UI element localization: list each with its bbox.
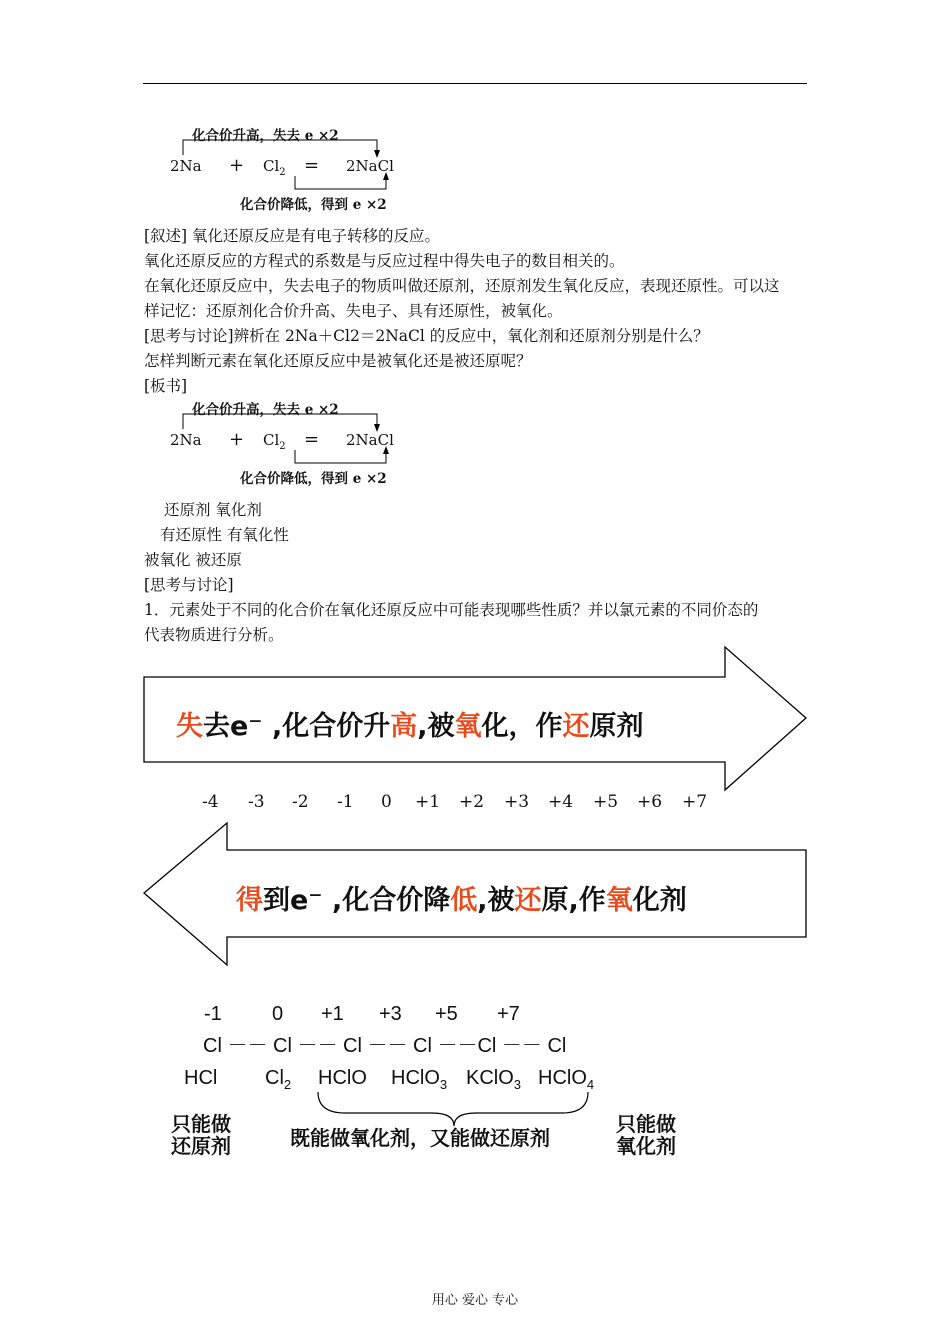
- only-reducing-label: 只能做 还原剂: [171, 1112, 231, 1158]
- oxidation-state: +3: [379, 1003, 402, 1025]
- valence-value: +5: [593, 792, 619, 812]
- valence-value: -1: [337, 792, 354, 812]
- valence-value: +2: [459, 792, 485, 812]
- reactant-sodium: 2Na: [170, 157, 202, 175]
- roles-line: 还原剂 氧化剂: [164, 501, 262, 519]
- oxidation-state: +1: [321, 1003, 344, 1025]
- oxidation-state: -1: [204, 1003, 222, 1025]
- compound-chlorine: $Cl_2$: [265, 1067, 292, 1092]
- valence-value: -2: [292, 792, 309, 812]
- coefficient-paragraph: 氧化还原反应的方程式的系数是与反应过程中得失电子的数目相关的。: [144, 252, 625, 270]
- both-roles-label: 既能做氧化剂，又能做还原剂: [290, 1126, 550, 1150]
- compound-hypochlorous-acid: HClO: [318, 1067, 367, 1089]
- reducing-agent-paragraph-1: 在氧化还原反应中，失去电子的物质叫做还原剂，还原剂发生氧化反应，表现还原性。可以这: [144, 277, 780, 295]
- valence-value: +4: [548, 792, 574, 812]
- reducing-agent-paragraph-2: 样记忆：还原剂化合价升高、失电子、具有还原性，被氧化。: [144, 302, 563, 320]
- oxidation-state: 0: [272, 1003, 284, 1025]
- left-arrow-text: 得到e⁻ ,化合价降低,被还原,作氧化剂: [236, 885, 687, 916]
- valence-value: +1: [415, 792, 441, 812]
- chlorine-chain: Cl －－ Cl －－ Cl －－ Cl －－Cl －－ Cl: [203, 1035, 567, 1057]
- properties-line: 有还原性 有氧化性: [160, 526, 289, 544]
- reactant-sodium: 2Na: [170, 431, 202, 449]
- only-oxidizing-label: 只能做 氧化剂: [616, 1112, 676, 1158]
- process-line: 被氧化 被还原: [144, 551, 242, 569]
- plus-sign: +: [229, 155, 245, 176]
- valence-value: 0: [381, 792, 392, 812]
- equation-bottom-label: 化合价降低，得到 e ×2: [240, 197, 387, 213]
- compound-chloric-acid: HClO$_3$: [391, 1067, 448, 1092]
- narration-paragraph: [叙述] 氧化还原反应是有电子转移的反应。: [144, 227, 441, 245]
- product-sodium-chloride: 2NaCl: [346, 157, 394, 175]
- oxidation-state: +7: [497, 1003, 520, 1025]
- discussion-question: [思考与讨论]辨析在 2Na＋Cl2＝2NaCl 的反应中，氧化剂和还原剂分别是什么？: [144, 327, 709, 345]
- equals-sign: =: [304, 155, 320, 176]
- judgement-question: 怎样判断元素在氧化还原反应中是被氧化还是被还原呢？: [144, 352, 532, 370]
- page-footer: 用心 爱心 专心: [431, 1293, 519, 1308]
- oxidation-state: +5: [435, 1003, 458, 1025]
- reactant-chlorine: $Cl_2$: [263, 431, 286, 452]
- valence-value: +7: [682, 792, 708, 812]
- discussion-heading: [思考与讨论]: [144, 576, 234, 594]
- compound-perchloric-acid: HClO$_4$: [538, 1067, 595, 1092]
- equals-sign: =: [304, 429, 320, 450]
- question-1-line-1: 1．元素处于不同的化合价在氧化还原反应中可能表现哪些性质？并以氯元素的不同价态的: [144, 601, 759, 619]
- product-sodium-chloride: 2NaCl: [346, 431, 394, 449]
- valence-value: -4: [202, 792, 219, 812]
- valence-value: +3: [504, 792, 530, 812]
- valence-value: -3: [248, 792, 265, 812]
- compound-hydrogen-chloride: HCl: [184, 1067, 218, 1089]
- valence-value: +6: [637, 792, 663, 812]
- right-arrow-text: 失去e⁻ ,化合价升高,被氧化，作还原剂: [176, 711, 644, 742]
- equation-top-label: 化合价升高，失去 e ×2: [192, 402, 339, 418]
- equation-bottom-label: 化合价降低，得到 e ×2: [240, 471, 387, 487]
- compound-potassium-chlorate: KClO$_3$: [466, 1067, 522, 1092]
- board-writing-heading: [板书]: [144, 377, 188, 395]
- question-1-line-2: 代表物质进行分析。: [144, 626, 284, 644]
- equation-top-label: 化合价升高，失去 e ×2: [192, 128, 339, 144]
- plus-sign: +: [229, 429, 245, 450]
- reactant-chlorine: $Cl_2$: [263, 157, 286, 178]
